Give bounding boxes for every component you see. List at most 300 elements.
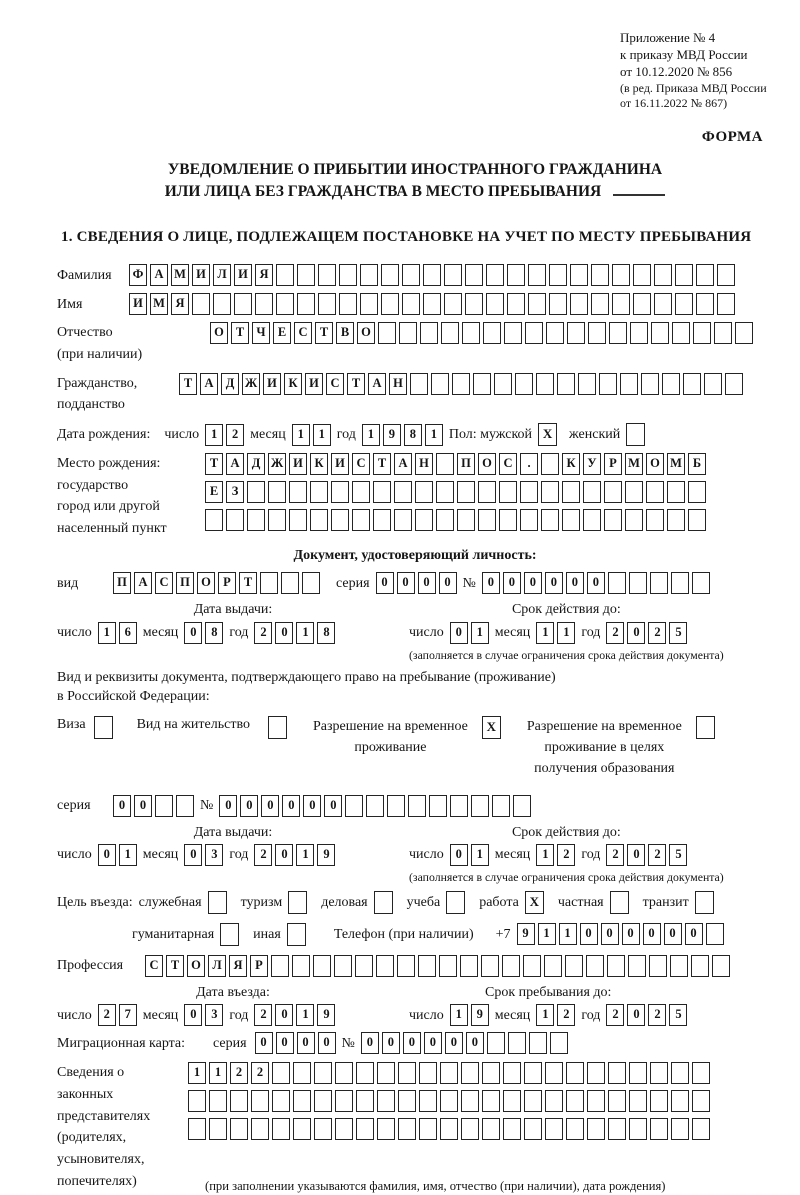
char-cell[interactable]: Т [239, 572, 257, 594]
char-cell[interactable] [513, 795, 531, 817]
char-cell[interactable] [420, 322, 438, 344]
char-cell[interactable] [570, 293, 588, 315]
char-cell[interactable]: 2 [254, 1004, 272, 1026]
char-cell[interactable]: С [499, 453, 517, 475]
char-cell[interactable] [482, 1062, 500, 1084]
char-cell[interactable] [599, 373, 617, 395]
char-cell[interactable] [293, 1090, 311, 1112]
char-cell[interactable] [331, 481, 349, 503]
char-cell[interactable] [335, 1118, 353, 1140]
char-cell[interactable] [276, 293, 294, 315]
char-cell[interactable] [550, 1032, 568, 1054]
char-cell[interactable] [633, 264, 651, 286]
char-cell[interactable]: Б [688, 453, 706, 475]
char-cell[interactable] [360, 264, 378, 286]
char-cell[interactable] [293, 1062, 311, 1084]
char-cell[interactable]: В [336, 322, 354, 344]
char-cell[interactable] [247, 509, 265, 531]
char-cell[interactable]: М [150, 293, 168, 315]
char-cell[interactable] [345, 795, 363, 817]
char-cell[interactable]: Ж [242, 373, 260, 395]
char-cell[interactable] [587, 1090, 605, 1112]
char-cell[interactable] [436, 509, 454, 531]
char-cell[interactable] [671, 1118, 689, 1140]
char-cell[interactable]: 2 [254, 844, 272, 866]
char-cell[interactable] [251, 1090, 269, 1112]
char-cell[interactable] [461, 1118, 479, 1140]
char-cell[interactable] [528, 293, 546, 315]
char-cell[interactable]: Т [166, 955, 184, 977]
char-cell[interactable]: 0 [184, 1004, 202, 1026]
char-cell[interactable] [688, 509, 706, 531]
char-cell[interactable] [272, 1062, 290, 1084]
char-cell[interactable]: 9 [383, 424, 401, 446]
char-cell[interactable] [483, 322, 501, 344]
char-cell[interactable] [654, 264, 672, 286]
char-cell[interactable] [608, 1118, 626, 1140]
char-cell[interactable] [604, 509, 622, 531]
char-cell[interactable] [436, 453, 454, 475]
char-cell[interactable] [557, 373, 575, 395]
char-cell[interactable]: 0 [184, 622, 202, 644]
char-cell[interactable] [439, 955, 457, 977]
char-cell[interactable] [629, 1118, 647, 1140]
char-cell[interactable]: 0 [240, 795, 258, 817]
char-cell[interactable] [671, 572, 689, 594]
char-cell[interactable]: У [583, 453, 601, 475]
char-cell[interactable]: 2 [226, 424, 244, 446]
char-cell[interactable] [331, 509, 349, 531]
char-cell[interactable]: 0 [376, 572, 394, 594]
char-cell[interactable]: 1 [362, 424, 380, 446]
char-cell[interactable]: 0 [255, 1032, 273, 1054]
purpose-humanitarian-checkbox[interactable] [220, 923, 239, 946]
char-cell[interactable]: 2 [98, 1004, 116, 1026]
char-cell[interactable]: 9 [317, 844, 335, 866]
char-cell[interactable] [419, 1090, 437, 1112]
char-cell[interactable] [188, 1090, 206, 1112]
char-cell[interactable]: 1 [296, 844, 314, 866]
char-cell[interactable] [525, 322, 543, 344]
char-cell[interactable] [541, 453, 559, 475]
char-cell[interactable] [473, 373, 491, 395]
char-cell[interactable] [683, 373, 701, 395]
char-cell[interactable]: 0 [418, 572, 436, 594]
char-cell[interactable] [693, 322, 711, 344]
char-cell[interactable] [272, 1118, 290, 1140]
char-cell[interactable] [471, 795, 489, 817]
char-cell[interactable] [608, 1062, 626, 1084]
char-cell[interactable] [651, 322, 669, 344]
char-cell[interactable] [302, 572, 320, 594]
char-cell[interactable]: К [284, 373, 302, 395]
char-cell[interactable] [293, 1118, 311, 1140]
char-cell[interactable] [441, 322, 459, 344]
char-cell[interactable]: 1 [425, 424, 443, 446]
purpose-transit-checkbox[interactable] [695, 891, 714, 914]
char-cell[interactable]: 0 [627, 1004, 645, 1026]
char-cell[interactable] [415, 509, 433, 531]
char-cell[interactable]: 5 [669, 844, 687, 866]
sex-female-checkbox[interactable] [626, 423, 645, 446]
char-cell[interactable] [691, 955, 709, 977]
char-cell[interactable]: 5 [669, 622, 687, 644]
char-cell[interactable]: 0 [303, 795, 321, 817]
char-cell[interactable]: А [368, 373, 386, 395]
char-cell[interactable] [402, 293, 420, 315]
char-cell[interactable]: 2 [648, 622, 666, 644]
char-cell[interactable]: С [326, 373, 344, 395]
char-cell[interactable]: 0 [134, 795, 152, 817]
char-cell[interactable] [292, 955, 310, 977]
char-cell[interactable]: 0 [275, 622, 293, 644]
char-cell[interactable] [528, 264, 546, 286]
char-cell[interactable] [675, 264, 693, 286]
char-cell[interactable] [650, 572, 668, 594]
char-cell[interactable] [226, 509, 244, 531]
char-cell[interactable]: 2 [254, 622, 272, 644]
char-cell[interactable]: 1 [471, 844, 489, 866]
char-cell[interactable]: З [226, 481, 244, 503]
char-cell[interactable] [650, 1062, 668, 1084]
char-cell[interactable]: 0 [445, 1032, 463, 1054]
char-cell[interactable] [667, 481, 685, 503]
char-cell[interactable]: С [352, 453, 370, 475]
char-cell[interactable]: 0 [382, 1032, 400, 1054]
char-cell[interactable] [465, 264, 483, 286]
char-cell[interactable]: Т [179, 373, 197, 395]
char-cell[interactable]: 0 [450, 622, 468, 644]
char-cell[interactable]: 2 [648, 1004, 666, 1026]
char-cell[interactable]: 0 [466, 1032, 484, 1054]
char-cell[interactable]: 1 [536, 844, 554, 866]
char-cell[interactable] [360, 293, 378, 315]
char-cell[interactable] [503, 1090, 521, 1112]
char-cell[interactable] [192, 293, 210, 315]
char-cell[interactable]: 0 [403, 1032, 421, 1054]
char-cell[interactable]: Ф [129, 264, 147, 286]
char-cell[interactable] [523, 955, 541, 977]
char-cell[interactable]: 0 [627, 622, 645, 644]
char-cell[interactable]: А [394, 453, 412, 475]
char-cell[interactable]: О [478, 453, 496, 475]
char-cell[interactable] [549, 264, 567, 286]
char-cell[interactable] [423, 264, 441, 286]
char-cell[interactable]: 0 [566, 572, 584, 594]
char-cell[interactable]: Е [205, 481, 223, 503]
char-cell[interactable] [544, 955, 562, 977]
char-cell[interactable] [440, 1090, 458, 1112]
char-cell[interactable] [251, 1118, 269, 1140]
purpose-study-checkbox[interactable] [446, 891, 465, 914]
char-cell[interactable]: 2 [230, 1062, 248, 1084]
char-cell[interactable] [586, 955, 604, 977]
char-cell[interactable] [630, 322, 648, 344]
char-cell[interactable] [429, 795, 447, 817]
char-cell[interactable]: 0 [98, 844, 116, 866]
char-cell[interactable]: М [667, 453, 685, 475]
char-cell[interactable]: Т [315, 322, 333, 344]
char-cell[interactable] [607, 955, 625, 977]
char-cell[interactable]: 0 [439, 572, 457, 594]
char-cell[interactable] [373, 509, 391, 531]
char-cell[interactable]: 9 [317, 1004, 335, 1026]
char-cell[interactable] [612, 264, 630, 286]
char-cell[interactable] [625, 509, 643, 531]
char-cell[interactable]: А [134, 572, 152, 594]
char-cell[interactable] [604, 481, 622, 503]
char-cell[interactable] [529, 1032, 547, 1054]
char-cell[interactable] [408, 795, 426, 817]
char-cell[interactable]: 2 [557, 1004, 575, 1026]
char-cell[interactable] [608, 1090, 626, 1112]
char-cell[interactable]: Н [415, 453, 433, 475]
char-cell[interactable]: 2 [606, 622, 624, 644]
char-cell[interactable] [692, 1118, 710, 1140]
char-cell[interactable]: А [150, 264, 168, 286]
char-cell[interactable]: А [226, 453, 244, 475]
char-cell[interactable] [452, 373, 470, 395]
char-cell[interactable]: 0 [685, 923, 703, 945]
char-cell[interactable]: 0 [627, 844, 645, 866]
char-cell[interactable] [662, 373, 680, 395]
char-cell[interactable]: Л [213, 264, 231, 286]
sex-male-checkbox[interactable]: X [538, 423, 557, 446]
char-cell[interactable]: 0 [275, 844, 293, 866]
char-cell[interactable] [692, 1090, 710, 1112]
char-cell[interactable] [545, 1118, 563, 1140]
char-cell[interactable]: М [171, 264, 189, 286]
purpose-other-checkbox[interactable] [287, 923, 306, 946]
char-cell[interactable] [502, 955, 520, 977]
char-cell[interactable]: 1 [471, 622, 489, 644]
char-cell[interactable] [377, 1062, 395, 1084]
char-cell[interactable] [591, 293, 609, 315]
char-cell[interactable] [335, 1090, 353, 1112]
char-cell[interactable] [482, 1090, 500, 1112]
char-cell[interactable] [671, 1090, 689, 1112]
char-cell[interactable]: 1 [313, 424, 331, 446]
char-cell[interactable] [629, 1062, 647, 1084]
char-cell[interactable]: И [234, 264, 252, 286]
char-cell[interactable]: 0 [545, 572, 563, 594]
char-cell[interactable] [398, 1062, 416, 1084]
char-cell[interactable]: И [331, 453, 349, 475]
char-cell[interactable] [524, 1090, 542, 1112]
char-cell[interactable] [692, 572, 710, 594]
purpose-tourism-checkbox[interactable] [288, 891, 307, 914]
char-cell[interactable]: О [187, 955, 205, 977]
char-cell[interactable]: 1 [188, 1062, 206, 1084]
char-cell[interactable]: 0 [282, 795, 300, 817]
char-cell[interactable] [487, 1032, 505, 1054]
char-cell[interactable]: 0 [113, 795, 131, 817]
char-cell[interactable] [692, 1062, 710, 1084]
char-cell[interactable] [566, 1062, 584, 1084]
char-cell[interactable] [399, 322, 417, 344]
char-cell[interactable]: Я [229, 955, 247, 977]
temp-residence-checkbox[interactable]: X [482, 716, 501, 739]
char-cell[interactable]: 2 [606, 1004, 624, 1026]
char-cell[interactable]: 0 [361, 1032, 379, 1054]
char-cell[interactable] [334, 955, 352, 977]
char-cell[interactable]: 2 [251, 1062, 269, 1084]
char-cell[interactable]: 0 [601, 923, 619, 945]
char-cell[interactable] [507, 264, 525, 286]
char-cell[interactable]: Я [171, 293, 189, 315]
char-cell[interactable]: С [145, 955, 163, 977]
char-cell[interactable] [297, 293, 315, 315]
char-cell[interactable] [725, 373, 743, 395]
char-cell[interactable] [696, 264, 714, 286]
char-cell[interactable] [649, 955, 667, 977]
char-cell[interactable] [444, 293, 462, 315]
char-cell[interactable] [712, 955, 730, 977]
char-cell[interactable]: И [129, 293, 147, 315]
char-cell[interactable]: К [310, 453, 328, 475]
char-cell[interactable] [366, 795, 384, 817]
char-cell[interactable]: Т [347, 373, 365, 395]
char-cell[interactable] [318, 293, 336, 315]
char-cell[interactable]: 0 [450, 844, 468, 866]
char-cell[interactable]: 1 [292, 424, 310, 446]
char-cell[interactable] [461, 1062, 479, 1084]
char-cell[interactable] [717, 293, 735, 315]
char-cell[interactable]: 8 [205, 622, 223, 644]
char-cell[interactable] [255, 293, 273, 315]
char-cell[interactable]: 0 [275, 1004, 293, 1026]
char-cell[interactable] [272, 1090, 290, 1112]
char-cell[interactable] [234, 293, 252, 315]
char-cell[interactable] [670, 955, 688, 977]
char-cell[interactable] [188, 1118, 206, 1140]
char-cell[interactable]: 9 [517, 923, 535, 945]
char-cell[interactable] [352, 509, 370, 531]
char-cell[interactable] [205, 509, 223, 531]
char-cell[interactable] [356, 1062, 374, 1084]
char-cell[interactable]: 2 [648, 844, 666, 866]
char-cell[interactable] [209, 1090, 227, 1112]
char-cell[interactable] [583, 509, 601, 531]
char-cell[interactable] [260, 572, 278, 594]
char-cell[interactable]: . [520, 453, 538, 475]
char-cell[interactable] [397, 955, 415, 977]
char-cell[interactable] [268, 481, 286, 503]
char-cell[interactable] [583, 481, 601, 503]
char-cell[interactable] [608, 572, 626, 594]
char-cell[interactable] [355, 955, 373, 977]
char-cell[interactable]: А [200, 373, 218, 395]
char-cell[interactable] [460, 955, 478, 977]
char-cell[interactable] [289, 509, 307, 531]
char-cell[interactable] [675, 293, 693, 315]
char-cell[interactable]: 0 [424, 1032, 442, 1054]
char-cell[interactable] [356, 1118, 374, 1140]
char-cell[interactable]: 0 [482, 572, 500, 594]
char-cell[interactable]: 7 [119, 1004, 137, 1026]
char-cell[interactable] [545, 1090, 563, 1112]
char-cell[interactable] [591, 264, 609, 286]
char-cell[interactable] [688, 481, 706, 503]
char-cell[interactable] [457, 509, 475, 531]
char-cell[interactable]: О [197, 572, 215, 594]
char-cell[interactable] [671, 1062, 689, 1084]
char-cell[interactable]: 0 [503, 572, 521, 594]
char-cell[interactable] [541, 509, 559, 531]
char-cell[interactable] [570, 264, 588, 286]
char-cell[interactable] [176, 795, 194, 817]
char-cell[interactable]: Е [273, 322, 291, 344]
char-cell[interactable]: С [294, 322, 312, 344]
char-cell[interactable]: К [562, 453, 580, 475]
char-cell[interactable] [524, 1118, 542, 1140]
char-cell[interactable]: П [457, 453, 475, 475]
char-cell[interactable] [387, 795, 405, 817]
char-cell[interactable] [504, 322, 522, 344]
char-cell[interactable] [735, 322, 753, 344]
char-cell[interactable] [520, 509, 538, 531]
char-cell[interactable] [335, 1062, 353, 1084]
purpose-private-checkbox[interactable] [610, 891, 629, 914]
char-cell[interactable] [612, 293, 630, 315]
char-cell[interactable]: 0 [524, 572, 542, 594]
char-cell[interactable]: Д [247, 453, 265, 475]
char-cell[interactable]: Я [255, 264, 273, 286]
char-cell[interactable] [515, 373, 533, 395]
char-cell[interactable] [565, 955, 583, 977]
char-cell[interactable]: Т [205, 453, 223, 475]
char-cell[interactable] [706, 923, 724, 945]
char-cell[interactable] [499, 509, 517, 531]
char-cell[interactable] [376, 955, 394, 977]
char-cell[interactable]: 6 [119, 622, 137, 644]
char-cell[interactable] [457, 481, 475, 503]
char-cell[interactable]: 0 [261, 795, 279, 817]
char-cell[interactable] [461, 1090, 479, 1112]
char-cell[interactable]: Ч [252, 322, 270, 344]
char-cell[interactable] [650, 1090, 668, 1112]
char-cell[interactable]: Т [231, 322, 249, 344]
char-cell[interactable] [381, 293, 399, 315]
char-cell[interactable] [318, 264, 336, 286]
char-cell[interactable] [562, 481, 580, 503]
char-cell[interactable]: И [192, 264, 210, 286]
char-cell[interactable] [646, 509, 664, 531]
char-cell[interactable] [562, 509, 580, 531]
char-cell[interactable] [492, 795, 510, 817]
char-cell[interactable]: И [305, 373, 323, 395]
char-cell[interactable]: 5 [669, 1004, 687, 1026]
char-cell[interactable] [373, 481, 391, 503]
char-cell[interactable] [268, 509, 286, 531]
temp-residence-edu-checkbox[interactable] [696, 716, 715, 739]
char-cell[interactable]: 1 [209, 1062, 227, 1084]
char-cell[interactable] [567, 322, 585, 344]
char-cell[interactable] [415, 481, 433, 503]
char-cell[interactable] [410, 373, 428, 395]
char-cell[interactable] [667, 509, 685, 531]
char-cell[interactable] [440, 1062, 458, 1084]
char-cell[interactable] [394, 509, 412, 531]
char-cell[interactable]: Р [218, 572, 236, 594]
char-cell[interactable] [271, 955, 289, 977]
char-cell[interactable] [418, 955, 436, 977]
char-cell[interactable] [588, 322, 606, 344]
char-cell[interactable] [310, 481, 328, 503]
char-cell[interactable]: 0 [643, 923, 661, 945]
residence-permit-checkbox[interactable] [268, 716, 287, 739]
char-cell[interactable] [314, 1090, 332, 1112]
